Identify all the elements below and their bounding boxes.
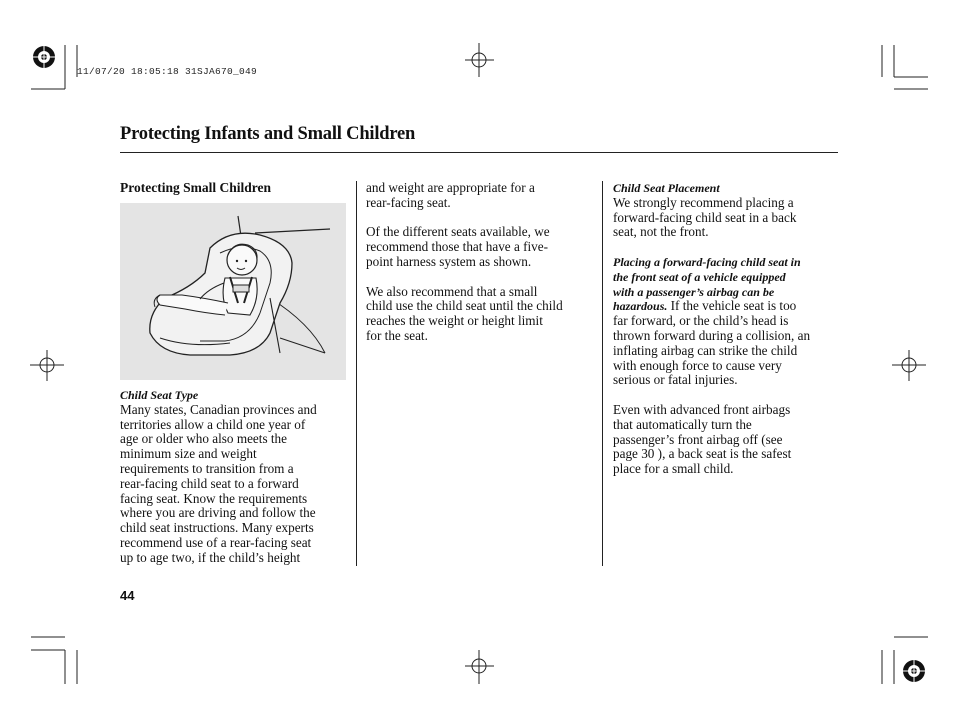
paragraph bbox=[613, 196, 845, 240]
paragraph bbox=[366, 181, 598, 211]
warning-bold-line: with a passenger’s airbag can be bbox=[613, 284, 775, 299]
section-title: Protecting Small Children bbox=[120, 180, 271, 195]
text-line: forward-facing child seat in a back bbox=[613, 209, 797, 225]
column-2 bbox=[366, 181, 598, 344]
crosshair-bottom-icon bbox=[465, 650, 494, 684]
text-line: seat, not the front. bbox=[613, 224, 709, 240]
text-line: rear-facing seat. bbox=[366, 194, 451, 210]
registration-target-icon bbox=[898, 655, 930, 687]
text-line: and weight are appropriate for a bbox=[366, 180, 535, 195]
title-divider bbox=[120, 152, 838, 153]
paragraph bbox=[120, 403, 352, 566]
crosshair-top-icon bbox=[465, 43, 494, 77]
paragraph bbox=[366, 225, 598, 269]
text-line: reaches the weight or height limit bbox=[366, 313, 543, 329]
text-line: age or older who also meets the bbox=[120, 431, 287, 447]
page-title: Protecting Infants and Small Children bbox=[120, 124, 416, 144]
text-line: territories allow a child one year of bbox=[120, 416, 306, 432]
text-line: thrown forward during a collision, an bbox=[613, 327, 811, 343]
text-line: up to age two, if the child’s height bbox=[120, 549, 301, 565]
subhead-child-seat-type: Child Seat Type bbox=[120, 388, 199, 402]
text-line: requirements to transition from a bbox=[120, 460, 294, 476]
text-line: point harness system as shown. bbox=[366, 253, 532, 269]
text-line: child use the child seat until the child bbox=[366, 298, 563, 314]
warning-bold-word: hazardous. bbox=[613, 299, 668, 314]
text-line: We also recommend that a small bbox=[366, 283, 538, 299]
text-line: place for a small child. bbox=[613, 461, 734, 477]
text-line: Of the different seats available, we bbox=[366, 224, 550, 240]
page-number: 44 bbox=[120, 588, 135, 603]
column-1 bbox=[120, 181, 352, 196]
text-line: recommend use of a rear-facing seat bbox=[120, 534, 312, 550]
text-line: with enough force to cause very bbox=[613, 357, 782, 373]
paragraph bbox=[613, 403, 845, 477]
warning-paragraph bbox=[613, 255, 845, 388]
text-line: We strongly recommend placing a bbox=[613, 194, 794, 210]
column-divider bbox=[602, 181, 603, 566]
crosshair-right-icon bbox=[892, 350, 926, 381]
paragraph bbox=[366, 285, 598, 344]
crosshair-left-icon bbox=[30, 350, 64, 381]
text-line: page 30 ), a back seat is the safest bbox=[613, 446, 792, 462]
text-line: recommend those that have a five- bbox=[366, 239, 548, 255]
child-in-car-seat-illustration-icon bbox=[120, 203, 346, 380]
print-stamp: 11/07/20 18:05:18 31SJA670_049 bbox=[77, 66, 258, 77]
text-line: where you are driving and follow the bbox=[120, 505, 316, 521]
text-line: Many states, Canadian provinces and bbox=[120, 401, 317, 417]
text-line bbox=[613, 299, 845, 314]
column-1-text bbox=[120, 388, 352, 566]
text-line: serious or fatal injuries. bbox=[613, 372, 738, 388]
text-line: far forward, or the child’s head is bbox=[613, 313, 789, 329]
subhead-child-seat-placement: Child Seat Placement bbox=[613, 181, 720, 195]
text-line: passenger’s front airbag off (see bbox=[613, 431, 783, 447]
text-line: that automatically turn the bbox=[613, 416, 752, 432]
warning-bold-line: Placing a forward-facing child seat in bbox=[613, 254, 801, 269]
text-line: Even with advanced front airbags bbox=[613, 401, 791, 417]
text-line: child seat instructions. Many experts bbox=[120, 520, 314, 536]
column-3 bbox=[613, 181, 845, 477]
text-line: facing seat. Know the requirements bbox=[120, 490, 308, 506]
column-divider bbox=[356, 181, 357, 566]
warning-bold-line: the front seat of a vehicle equipped bbox=[613, 269, 786, 284]
registration-target-icon bbox=[28, 41, 60, 73]
text-line: rear-facing child seat to a forward bbox=[120, 475, 299, 491]
text-line: minimum size and weight bbox=[120, 446, 257, 462]
text-line: for the seat. bbox=[366, 327, 428, 343]
figure bbox=[120, 203, 346, 380]
warning-text: If the vehicle seat is too bbox=[667, 298, 797, 314]
text-line: inflating airbag can strike the child bbox=[613, 342, 798, 358]
